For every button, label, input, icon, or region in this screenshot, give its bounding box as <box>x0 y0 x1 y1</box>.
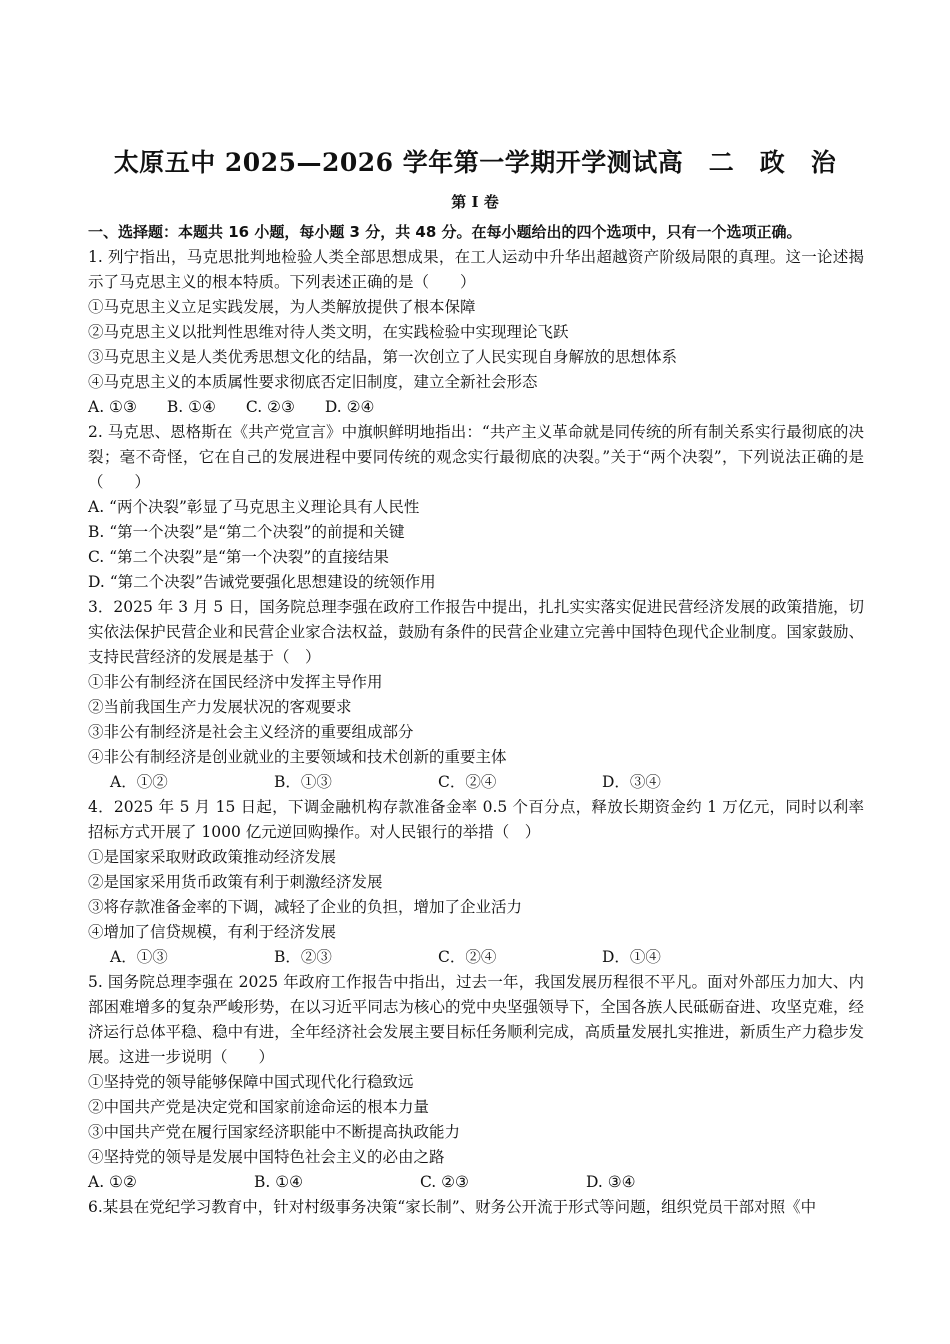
option-c[interactable]: C. ②③ <box>420 1173 469 1191</box>
statement: ②马克思主义以批判性思维对待人类文明，在实践检验中实现理论飞跃 <box>88 323 569 341</box>
question-4-options <box>88 945 864 970</box>
question-6-stem: 6.某县在党纪学习教育中，针对村级事务决策“家长制”、财务公开流于形式等问题，组织党员干部对照《中 <box>88 1198 817 1216</box>
option-c[interactable]: C．②④ <box>438 948 497 966</box>
question-1-stem: 1. 列宁指出，马克思批判地检验人类全部思想成果，在工人运动中升华出超越资产阶级局限的真理。这一论述揭示了马克思主义的根本特质。下列表述正确的是（ ） <box>88 248 864 291</box>
statement: ①是国家采取财政政策推动经济发展 <box>88 848 337 866</box>
option-d[interactable]: D．①④ <box>602 948 661 966</box>
volume-label: 第 I 卷 <box>451 193 499 211</box>
question-4-stem: 4．2025 年 5 月 15 日起，下调金融机构存款准备金率 0.5 个百分点，释放长期资金约 1 万亿元，同时以利率招标方式开展了 1000 亿元逆回购操作。对人民银行的举措（ ） <box>88 798 864 841</box>
exam-content <box>88 220 864 1220</box>
statement: ③中国共产党在履行国家经济职能中不断提高执政能力 <box>88 1123 461 1141</box>
option-c[interactable]: C．②④ <box>438 773 497 791</box>
option-d[interactable]: D. ③④ <box>586 1173 636 1191</box>
statement: ①坚持党的领导能够保障中国式现代化行稳致远 <box>88 1073 414 1091</box>
option-c[interactable]: C. “第二个决裂”是“第一个决裂”的直接结果 <box>88 548 389 566</box>
option-c[interactable]: C. ②③ <box>245 398 295 416</box>
option-d[interactable]: D．③④ <box>602 773 661 791</box>
statement: ④非公有制经济是创业就业的主要领域和技术创新的重要主体 <box>88 748 507 766</box>
option-a[interactable]: A．①② <box>110 773 168 791</box>
option-b[interactable]: B. “第一个决裂”是“第二个决裂”的前提和关键 <box>88 523 405 541</box>
question-3-options <box>88 770 864 795</box>
option-d[interactable]: D. ②④ <box>324 398 375 416</box>
statement: ③马克思主义是人类优秀思想文化的结晶，第一次创立了人民实现自身解放的思想体系 <box>88 348 678 366</box>
statement: ①马克思主义立足实践发展，为人类解放提供了根本保障 <box>88 298 476 316</box>
statement: ①非公有制经济在国民经济中发挥主导作用 <box>88 673 383 691</box>
option-a[interactable]: A. ①③ <box>88 398 137 416</box>
option-b[interactable]: B. ①④ <box>166 398 216 416</box>
statement: ④坚持党的领导是发展中国特色社会主义的必由之路 <box>88 1148 445 1166</box>
question-1-options <box>88 395 864 420</box>
option-b[interactable]: B. ①④ <box>254 1173 304 1191</box>
option-b[interactable]: B．②③ <box>274 948 332 966</box>
question-5-stem: 5. 国务院总理李强在 2025 年政府工作报告中指出，过去一年，我国发展历程很不平凡。面对外部压力加大、内部困难增多的复杂严峻形势，在以习近平同志为核心的党中央坚强领导下，全国各族人民砥砺奋进、攻坚克难，经济运行总体平稳、稳中有进，全年经济社会发展主要目标任务顺利完成，高质量发展扎实推进，新质生产力稳步发展。这进一步说明（ ） <box>88 973 864 1066</box>
question-3-stem: 3．2025 年 3 月 5 日，国务院总理李强在政府工作报告中提出，扎扎实实落实促进民营经济发展的政策措施，切实依法保护民营企业和民营企业家合法权益，鼓励有条件的民营企业建立完善中国特色现代企业制度。国家鼓励、支持民营经济的发展是基于（ ） <box>88 598 864 666</box>
option-d[interactable]: D. “第二个决裂”告诫党要强化思想建设的统领作用 <box>88 573 436 591</box>
statement: ②当前我国生产力发展状况的客观要求 <box>88 698 352 716</box>
statement: ④马克思主义的本质属性要求彻底否定旧制度，建立全新社会形态 <box>88 373 538 391</box>
statement: ④增加了信贷规模，有利于经济发展 <box>88 923 337 941</box>
option-a[interactable]: A．①③ <box>110 948 168 966</box>
option-a[interactable]: A. ①② <box>88 1173 137 1191</box>
statement: ③将存款准备金率的下调，减轻了企业的负担，增加了企业活力 <box>88 898 523 916</box>
statement: ③非公有制经济是社会主义经济的重要组成部分 <box>88 723 414 741</box>
option-b[interactable]: B．①③ <box>274 773 332 791</box>
exam-title: 太原五中 2025—2026 学年第一学期开学测试高 二 政 治 <box>113 148 837 177</box>
statement: ②是国家采用货币政策有利于刺激经济发展 <box>88 873 383 891</box>
statement: ②中国共产党是决定党和国家前途命运的根本力量 <box>88 1098 430 1116</box>
question-5-options <box>88 1170 864 1195</box>
section-instruction: 一、选择题：本题共 16 小题，每小题 3 分，共 48 分。在每小题给出的四个选项中，只有一个选项正确。 <box>88 223 802 241</box>
question-2-stem: 2. 马克思、恩格斯在《共产党宣言》中旗帜鲜明地指出：“共产主义革命就是同传统的所有制关系实行最彻底的决裂；毫不奇怪，它在自己的发展进程中要同传统的观念实行最彻底的决裂。”关于“两个决裂”，下列说法正确的是（ ） <box>88 423 864 491</box>
option-a[interactable]: A. “两个决裂”彰显了马克思主义理论具有人民性 <box>88 498 420 516</box>
